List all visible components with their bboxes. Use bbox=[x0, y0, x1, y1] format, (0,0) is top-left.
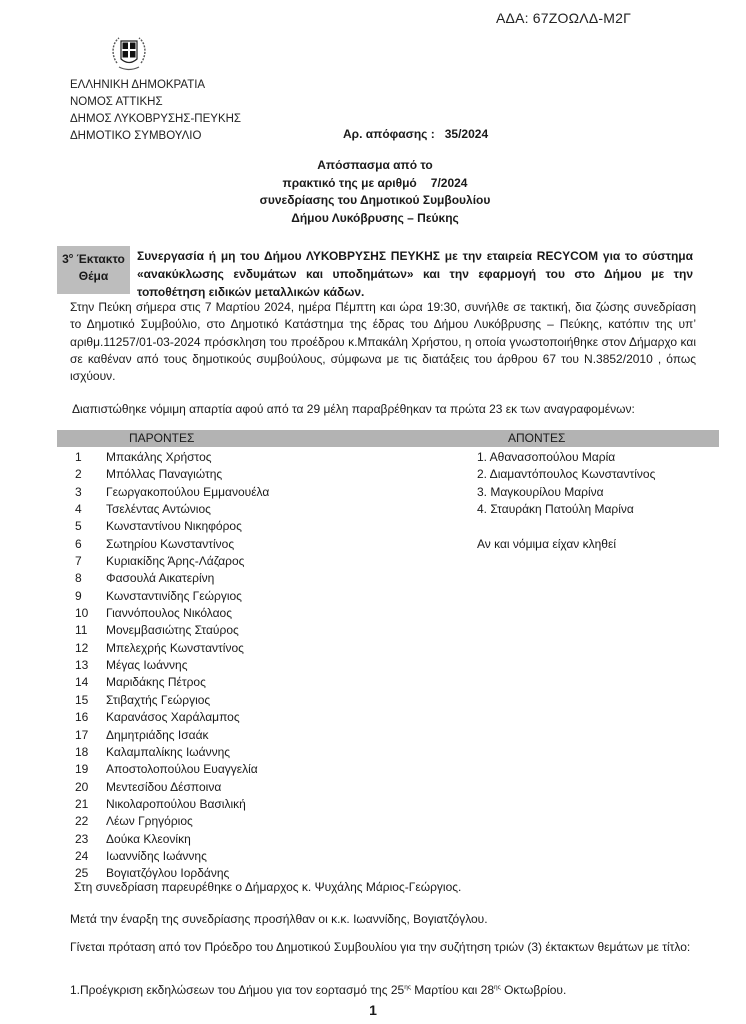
member-index: 1 bbox=[75, 450, 82, 464]
excerpt-line bbox=[150, 175, 600, 193]
topic-label-1: Έκτακτο bbox=[76, 252, 125, 266]
member-index: 8 bbox=[75, 571, 82, 586]
issuer-line: ΔΗΜΟΣ ΛΥΚΟΒΡΥΣΗΣ-ΠΕΥΚΗΣ bbox=[70, 113, 242, 125]
present-member-row bbox=[75, 605, 269, 622]
decision-number: 35/2024 bbox=[444, 127, 489, 141]
member-name: Μαριδάκης Πέτρος bbox=[106, 675, 206, 690]
member-name: Τσελέντας Αντώνιος bbox=[106, 502, 211, 517]
agenda-item-sup: ης bbox=[404, 984, 411, 991]
member-index: 20 bbox=[75, 779, 89, 794]
issuer-line: ΔΗΜΟΤΙΚΟ ΣΥΜΒΟΥΛΙΟ bbox=[70, 130, 202, 142]
member-name: Φασουλά Αικατερίνη bbox=[106, 571, 215, 586]
member-index: 13 bbox=[75, 658, 89, 673]
absent-member-row: 2. Διαμαντόπουλος Κωνσταντίνος bbox=[477, 467, 656, 482]
member-index: 4 bbox=[75, 502, 82, 517]
excerpt-line: Απόσπασμα από το bbox=[317, 158, 433, 172]
excerpt-line-text: πρακτικό της με αριθμό bbox=[282, 175, 417, 190]
topic-ordinal: 3 bbox=[62, 252, 69, 266]
member-index: 6 bbox=[75, 536, 82, 551]
member-index: 5 bbox=[75, 519, 82, 534]
member-name: Κωνσταντίνου Νικηφόρος bbox=[106, 519, 242, 534]
mayor-attendance: Στη συνεδρίαση παρευρέθηκε ο Δήμαρχος κ. Ψυχάλης Μάριος-Γεώργιος. bbox=[74, 880, 462, 894]
member-name: Μέγας Ιωάννης bbox=[106, 658, 188, 673]
present-member-row bbox=[75, 761, 269, 778]
member-index: 14 bbox=[75, 675, 89, 690]
attendance-table-header bbox=[57, 430, 719, 447]
member-name: Σωτηρίου Κωνσταντίνος bbox=[106, 536, 235, 551]
present-member-row bbox=[75, 674, 269, 691]
present-member-row bbox=[75, 709, 269, 726]
agenda-item-text: 1.Προέγκριση εκδηλώσεων του Δήμου για τον εορτασμό της 25 bbox=[70, 983, 405, 997]
member-index: 9 bbox=[75, 588, 82, 603]
member-index: 17 bbox=[75, 727, 89, 742]
topic-label-line bbox=[57, 248, 130, 268]
member-index: 2 bbox=[75, 467, 82, 482]
member-index: 24 bbox=[75, 848, 89, 863]
present-member-row bbox=[75, 796, 269, 813]
member-name: Στιβαχτής Γεώργιος bbox=[106, 692, 211, 707]
issuer-header bbox=[70, 77, 241, 145]
member-name: Λέων Γρηγόριος bbox=[106, 814, 193, 829]
member-index: 7 bbox=[75, 554, 82, 569]
member-index: 18 bbox=[75, 744, 89, 759]
greek-coat-of-arms-icon bbox=[109, 33, 149, 73]
present-member-row bbox=[75, 622, 269, 639]
present-member-row bbox=[75, 484, 269, 501]
present-member-row bbox=[75, 813, 269, 830]
decision-label: Αρ. απόφασης : bbox=[343, 127, 435, 141]
issuer-line: ΕΛΛΗΝΙΚΗ ΔΗΜΟΚΡΑΤΙΑ bbox=[70, 79, 206, 91]
member-name: Κυριακίδης Άρης-Λάζαρος bbox=[106, 554, 245, 569]
member-index: 15 bbox=[75, 692, 89, 707]
member-name: Μεντεσίδου Δέσποινα bbox=[106, 779, 222, 794]
member-name: Μονεμβασιώτης Σταύρος bbox=[106, 623, 239, 638]
present-member-row bbox=[75, 692, 269, 709]
member-name: Μπακάλης Χρήστος bbox=[106, 450, 212, 464]
present-members-list bbox=[75, 449, 269, 883]
member-name: Μπόλλας Παναγιώτης bbox=[106, 467, 223, 482]
present-member-row bbox=[75, 588, 269, 605]
member-name: Νικολαροπούλου Βασιλική bbox=[106, 796, 246, 811]
present-member-row bbox=[75, 536, 269, 553]
member-name: Ιωαννίδης Ιωάννης bbox=[106, 848, 207, 863]
member-index: 16 bbox=[75, 710, 89, 725]
present-member-row bbox=[75, 744, 269, 761]
member-name: Δούκα Κλεονίκη bbox=[106, 831, 191, 846]
absent-member-row: 1. Αθανασοπούλου Μαρία bbox=[477, 450, 616, 464]
absent-member-row: 3. Μαγκουρίλου Μαρίνα bbox=[477, 484, 604, 499]
member-name: Γεωργακοπούλου Εμμανουέλα bbox=[106, 484, 270, 499]
member-name: Καλαμπαλίκης Ιωάννης bbox=[106, 744, 231, 759]
member-index: 21 bbox=[75, 796, 89, 811]
member-name: Αποστολοπούλου Ευαγγελία bbox=[106, 762, 258, 777]
member-name: Γιαννόπουλος Νικόλαος bbox=[106, 606, 232, 621]
excerpt-line: συνεδρίασης του Δημοτικού Συμβουλίου bbox=[259, 193, 491, 207]
member-index: 22 bbox=[75, 814, 89, 829]
present-member-row bbox=[75, 848, 269, 865]
topic-title: Συνεργασία ή μη του Δήμου ΛΥΚΟΒΡΥΣΗΣ ΠΕΥΚΗΣ με την εταιρεία RECYCOM για το σύστημα «ανακύκλωσης ενδυμάτων και υποδημάτων» και την εφαρμογή του στο Δήμου με την τοποθέτηση ειδικών μεταλλικών κάδων. bbox=[137, 249, 693, 299]
topic-label-2: Θέμα bbox=[78, 269, 109, 283]
late-arrivals: Μετά την έναρξη της συνεδρίασης προσήλθαν οι κ.κ. Ιωαννίδης, Βογιατζόγλου. bbox=[70, 912, 488, 926]
agenda-item-sup: ης bbox=[494, 984, 501, 991]
present-member-row bbox=[75, 553, 269, 570]
issuer-line: ΝΟΜΟΣ ΑΤΤΙΚΗΣ bbox=[70, 96, 163, 108]
present-member-row bbox=[75, 657, 269, 674]
quorum-statement: Διαπιστώθηκε νόμιμη απαρτία αφού από τα 29 μέλη παραβρέθηκαν τα πρώτα 23 εκ των αναγραφομένων: bbox=[72, 402, 635, 416]
present-member-row bbox=[75, 518, 269, 535]
present-header: ΠΑΡΟΝΤΕΣ bbox=[129, 431, 195, 445]
present-member-row bbox=[75, 779, 269, 796]
member-name: Κωνσταντινίδης Γεώργιος bbox=[106, 588, 242, 603]
member-index: 23 bbox=[75, 831, 89, 846]
member-name: Βογιατζόγλου Ιορδάνης bbox=[106, 866, 230, 881]
minutes-number: 7/2024 bbox=[430, 175, 468, 190]
present-member-row bbox=[75, 640, 269, 657]
present-member-row bbox=[75, 727, 269, 744]
page-number: 1 bbox=[369, 1002, 377, 1018]
present-member-row bbox=[75, 449, 269, 466]
present-member-row bbox=[75, 831, 269, 848]
present-member-row bbox=[75, 501, 269, 518]
member-index: 25 bbox=[75, 866, 89, 881]
intro-paragraph: Στην Πεύκη σήμερα στις 7 Μαρτίου 2024, ημέρα Πέμπτη και ώρα 19:30, συνήλθε σε τακτική, δια ζώσης συνεδρίαση το Δημοτικό Συμβούλιο, στο Δημοτικό Κατάστημα της έδρας του Δήμου Λυκόβρυσης – Πεύκης, κατόπιν της υπ’ αριθμ.11257/01-03-2024 πρόσκληση του προέδρου κ.Μπακάλη Χρήστου, η οποία γνωστοποιήθηκε στον Δήμαρχο και σε καθέναν από τους δημοτικούς συμβούλους, σύμφωνα με τις διατάξεις του άρθρου 67 του Ν.3852/2010 , όπως ισχύουν. bbox=[70, 300, 696, 384]
member-index: 10 bbox=[75, 606, 89, 621]
member-index: 3 bbox=[75, 484, 82, 499]
member-index: 12 bbox=[75, 640, 89, 655]
topic-label-box bbox=[57, 246, 130, 294]
member-index: 19 bbox=[75, 762, 89, 777]
absent-header: ΑΠΟΝΤΕΣ bbox=[508, 431, 566, 445]
present-member-row bbox=[75, 466, 269, 483]
absent-members-list bbox=[477, 449, 655, 518]
member-name: Μπελεχρής Κωνσταντίνος bbox=[106, 640, 244, 655]
decision-number-line bbox=[343, 127, 488, 141]
excerpt-title bbox=[150, 157, 600, 227]
member-name: Καρανάσος Χαράλαμπος bbox=[106, 710, 240, 725]
agenda-item-text: Μαρτίου και 28 bbox=[410, 983, 494, 997]
absent-member-row: 4. Σταυράκη Πατούλη Μαρίνα bbox=[477, 502, 634, 517]
proposal-text: Γίνεται πρόταση από τον Πρόεδρο του Δημοτικού Συμβουλίου για την συζήτηση τριών (3) έκτακτων θεμάτων με τίτλο: bbox=[70, 940, 691, 954]
absent-note: Αν και νόμιμα είχαν κληθεί bbox=[477, 537, 616, 551]
member-name: Δημητριάδης Ισαάκ bbox=[106, 727, 209, 742]
present-member-row bbox=[75, 570, 269, 587]
agenda-item-text: Οκτωβρίου. bbox=[500, 983, 567, 997]
ada-code: ΑΔΑ: 67ΖΟΩΛΔ-Μ2Γ bbox=[496, 10, 632, 26]
agenda-item-1 bbox=[70, 983, 566, 997]
excerpt-line: Δήμου Λυκόβρυσης – Πεύκης bbox=[291, 210, 459, 225]
member-index: 11 bbox=[75, 623, 88, 638]
topic-ordinal-sup: ο bbox=[68, 253, 74, 260]
